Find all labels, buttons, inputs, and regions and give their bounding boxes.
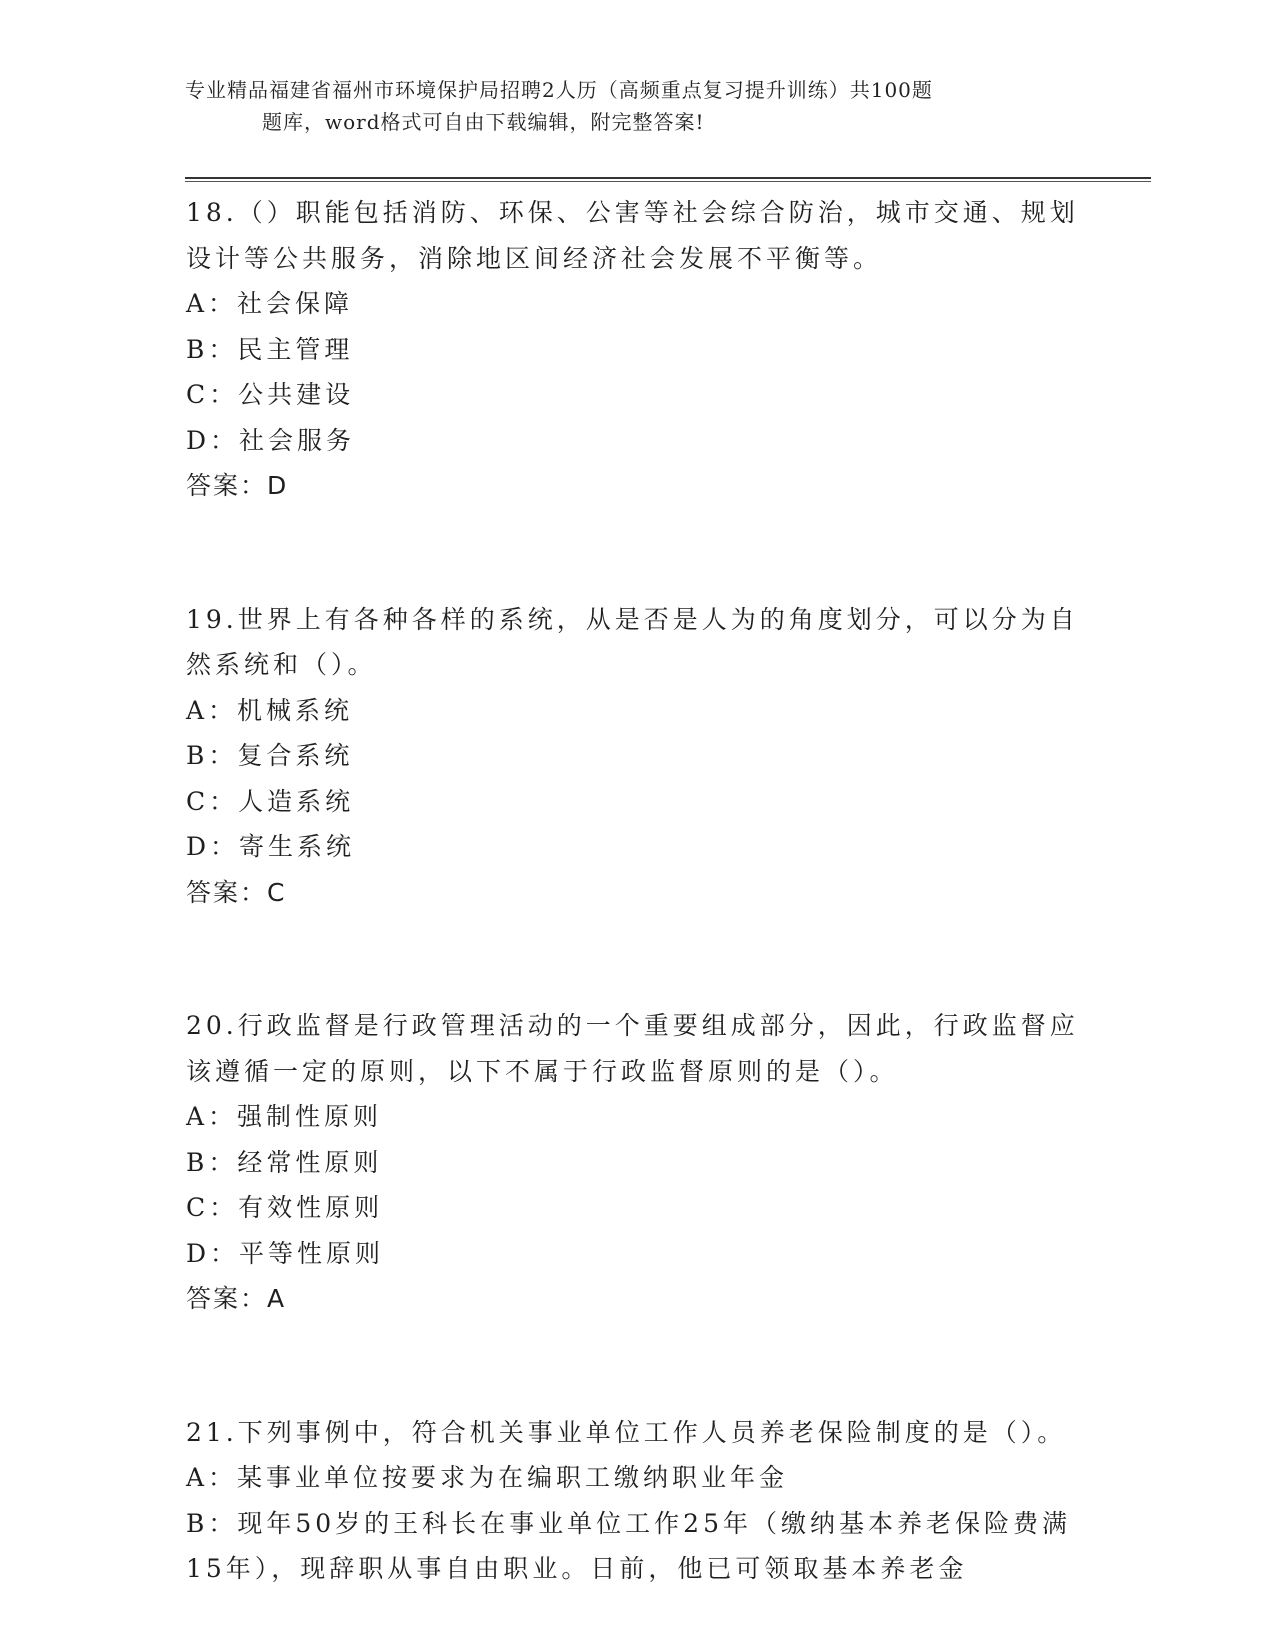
option-b-continued: 15年），现辞职从事自由职业。日前，他已可领取基本养老金 bbox=[186, 1554, 968, 1583]
option-c: C：公共建设 bbox=[186, 380, 355, 409]
header-line-1: 专业精品福建省福州市环境保护局招聘2人历（高频重点复习提升训练）共100题 bbox=[185, 78, 933, 102]
question-spacer bbox=[186, 509, 1086, 597]
option-b: B：复合系统 bbox=[186, 741, 354, 770]
question-list bbox=[186, 190, 1086, 1592]
question-19 bbox=[186, 597, 1086, 916]
question-spacer bbox=[186, 1322, 1086, 1410]
header-divider-thick bbox=[185, 177, 1151, 179]
option-a: A：强制性原则 bbox=[186, 1102, 383, 1131]
answer-label: 答案：C bbox=[186, 877, 287, 907]
option-c: C：有效性原则 bbox=[186, 1193, 384, 1222]
option-d: D：社会服务 bbox=[186, 425, 356, 455]
question-spacer bbox=[186, 915, 1086, 1003]
option-a: A：机械系统 bbox=[186, 695, 354, 725]
question-text-line: 该遵循一定的原则，以下不属于行政监督原则的是（）。 bbox=[186, 1056, 899, 1086]
question-text-line: 18.（）职能包括消防、环保、公害等社会综合防治，城市交通、规划 bbox=[186, 198, 1079, 227]
header-divider-thin bbox=[185, 181, 1151, 182]
question-text-line: 21.下列事例中，符合机关事业单位工作人员养老保险制度的是（）。 bbox=[186, 1417, 1067, 1447]
option-b: B：民主管理 bbox=[186, 334, 354, 364]
question-18 bbox=[186, 190, 1086, 509]
document-header bbox=[185, 74, 1085, 138]
option-d: D：寄生系统 bbox=[186, 832, 356, 861]
option-a: A：社会保障 bbox=[186, 289, 354, 318]
question-text-line: 设计等公共服务，消除地区间经济社会发展不平衡等。 bbox=[186, 243, 883, 273]
option-d: D：平等性原则 bbox=[186, 1238, 385, 1268]
question-text-line: 然系统和（）。 bbox=[186, 650, 377, 679]
answer-label: 答案：A bbox=[186, 1284, 287, 1313]
option-c: C：人造系统 bbox=[186, 786, 355, 816]
question-20 bbox=[186, 1003, 1086, 1322]
option-a: A：某事业单位按要求为在编职工缴纳职业年金 bbox=[186, 1463, 789, 1492]
question-text-line: 19.世界上有各种各样的系统，从是否是人为的角度划分，可以分为自 bbox=[186, 604, 1079, 634]
question-21 bbox=[186, 1410, 1086, 1592]
option-b: B：经常性原则 bbox=[186, 1147, 383, 1177]
question-text-line: 20.行政监督是行政管理活动的一个重要组成部分，因此，行政监督应 bbox=[186, 1011, 1079, 1040]
header-line-2: 题库，word格式可自由下载编辑，附完整答案! bbox=[262, 110, 705, 134]
option-b: B：现年50岁的王科长在事业单位工作25年（缴纳基本养老保险费满 bbox=[186, 1508, 1071, 1538]
answer-label: 答案：D bbox=[186, 471, 289, 500]
